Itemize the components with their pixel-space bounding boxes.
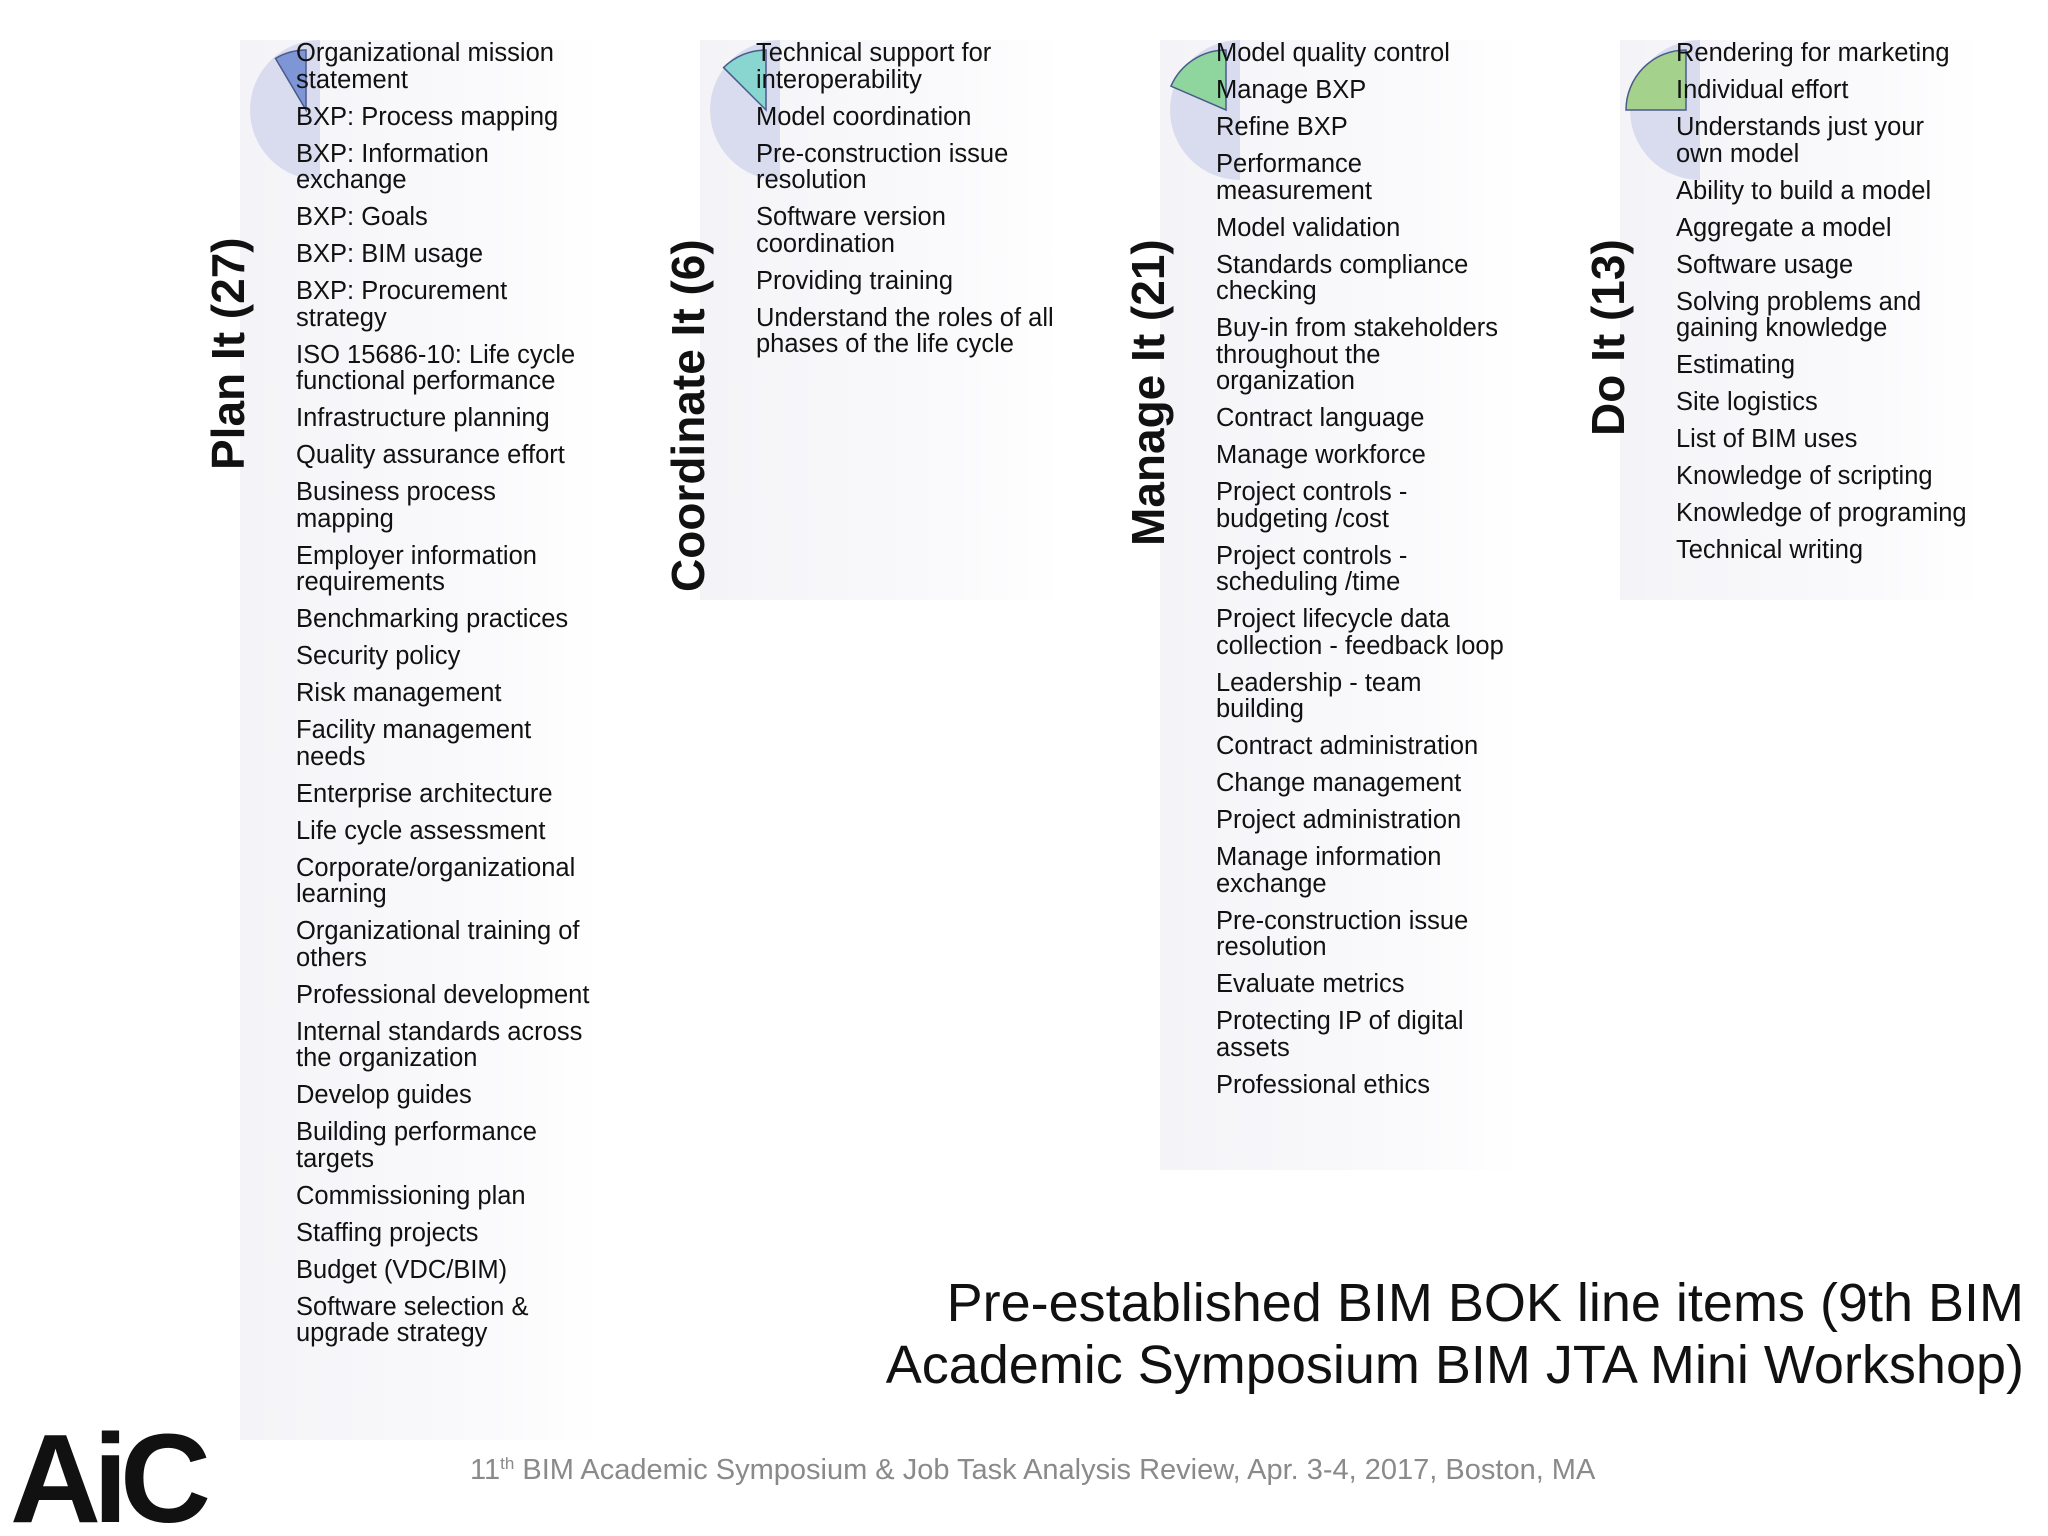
list-item: Buy-in from stakeholders throughout the organization [1216,314,1499,395]
list-item: ISO 15686-10: Life cycle functional performance [296,340,576,395]
list-item: Organizational training of others [296,917,580,972]
list-item: Ability to build a model [1676,176,1932,205]
list-item: Business process mapping [296,478,496,533]
list-item: Professional development [296,980,590,1009]
list-item: Understand the roles of all phases of the life cycle [756,303,1054,358]
list-item: Technical writing [1676,536,1864,564]
list-item: Software version coordination [756,203,946,258]
list-item: Performance measurement [1216,150,1372,205]
list-item: Rendering for marketing [1676,39,1950,67]
item-list [296,40,596,1357]
footer-caption [470,1454,1595,1487]
list-item: Security policy [296,642,461,670]
list-item: Protecting IP of digital assets [1216,1007,1464,1062]
list-item: Contract administration [1216,732,1479,760]
list-item: Providing training [756,266,954,295]
list-item: Commissioning plan [296,1181,526,1210]
list-item: Staffing projects [296,1218,479,1247]
footer-text: BIM Academic Symposium & Job Task Analysis Review, Apr. 3-4, 2017, Boston, MA [514,1454,1596,1486]
list-item: Evaluate metrics [1216,970,1405,998]
list-item: Model coordination [756,102,972,131]
list-item: Understands just your own model [1676,113,1925,168]
list-item: Professional ethics [1216,1070,1431,1099]
list-item: Knowledge of programing [1676,499,1967,527]
column-heading: Do It (13) [1582,239,1634,436]
list-item: Manage workforce [1216,441,1426,469]
list-item: Enterprise architecture [296,779,553,808]
list-item: List of BIM uses [1676,425,1858,453]
list-item: Aggregate a model [1676,213,1892,242]
item-list [756,40,1056,368]
list-item: Develop guides [296,1081,472,1109]
list-item: Project controls - budgeting /cost [1216,478,1408,533]
list-item: Internal standards across the organization [296,1017,583,1072]
list-item: Employer information requirements [296,541,537,596]
list-item: BXP: Procurement strategy [296,277,508,332]
list-item: Estimating [1676,351,1796,379]
list-item: Change management [1216,769,1462,797]
list-item: BXP: BIM usage [296,240,484,268]
list-item: Facility management needs [296,716,532,771]
list-item: Quality assurance effort [296,441,565,469]
list-item: Standards compliance checking [1216,250,1469,305]
list-item: Project lifecycle data collection - feedback loop [1216,605,1504,660]
aic-logo [8,1422,238,1532]
list-item: Corporate/organizational learning [296,853,576,908]
list-item: Individual effort [1676,76,1849,104]
slide-title: Pre-established BIM BOK line items (9th BIM Academic Symposium BIM JTA Mini Workshop) [885,1273,2024,1395]
list-item: Site logistics [1676,388,1818,416]
list-item: Leadership - team building [1216,668,1422,723]
list-item: Manage BXP [1216,76,1367,104]
list-item: Knowledge of scripting [1676,462,1933,490]
list-item: Infrastructure planning [296,404,550,432]
column-heading: Plan It (27) [202,237,254,470]
list-item: Risk management [296,679,502,707]
footer-ordinal: 11 [470,1454,501,1486]
column-heading: Coordinate It (6) [662,239,714,592]
list-item: BXP: Process mapping [296,102,559,131]
list-item: Building performance targets [296,1118,537,1173]
list-item: Manage information exchange [1216,843,1442,898]
list-item: BXP: Goals [296,203,428,231]
list-item: Technical support for interoperability [756,39,992,94]
aic-logo-text: AiC [10,1422,203,1532]
list-item: Life cycle assessment [296,816,546,845]
column-heading: Manage It (21) [1122,239,1174,546]
list-item: Refine BXP [1216,113,1348,141]
list-item: Organizational mission statement [296,39,554,94]
list-item: BXP: Information exchange [296,139,489,194]
list-item: Model validation [1216,213,1401,242]
list-item: Software selection & upgrade strategy [296,1292,529,1347]
list-item: Contract language [1216,404,1425,432]
list-item: Solving problems and gaining knowledge [1676,287,1922,342]
list-item: Benchmarking practices [296,605,569,633]
list-item: Budget (VDC/BIM) [296,1255,508,1284]
list-item: Software usage [1676,250,1854,279]
list-item: Pre-construction issue resolution [756,139,1009,194]
list-item: Model quality control [1216,39,1450,67]
item-list [1676,40,1976,574]
footer-ordinal-suffix: th [500,1454,515,1473]
list-item: Pre-construction issue resolution [1216,906,1469,961]
list-item: Project administration [1216,806,1462,834]
list-item: Project controls - scheduling /time [1216,541,1408,596]
item-list [1216,40,1516,1109]
